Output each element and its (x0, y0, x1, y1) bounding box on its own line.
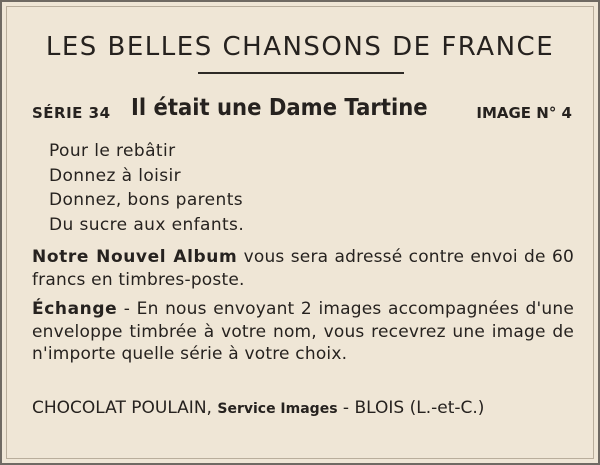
song-title: Il était une Dame Tartine (131, 95, 428, 121)
lyrics-block (49, 139, 244, 237)
title-prefix: LES BELLES (45, 32, 223, 62)
exchange-paragraph (32, 298, 574, 366)
footer-brand: CHOCOLAT POULAIN, (32, 398, 218, 418)
album-lead: Notre Nouvel Album (32, 247, 238, 267)
lyric-line: Donnez à loisir (49, 165, 182, 186)
title-emphasis: CHANSONS (222, 32, 383, 62)
serie-label: SÉRIE 34 (32, 104, 111, 122)
lyric-line: Du sucre aux enfants. (49, 214, 245, 235)
footer-service: Service Images (217, 401, 338, 417)
title-underline (198, 72, 404, 74)
exchange-lead: Échange (32, 299, 118, 319)
footer-city: - BLOIS (L.-et-C.) (337, 398, 485, 418)
title-suffix: DE FRANCE (382, 32, 555, 62)
image-number: IMAGE N° 4 (476, 104, 572, 122)
album-text: vous sera adressé contre envoi de 60 francs en timbres-poste. (32, 247, 574, 290)
exchange-text: - En nous envoyant 2 images accompagnées d'une enveloppe timbrée à votre nom, vous recevrez une image de n'importe quelle série à votre choix. (32, 299, 574, 364)
collection-title (2, 32, 598, 62)
lyric-line: Donnez, bons parents (49, 190, 244, 210)
serie-row (32, 95, 572, 129)
lyric-line: Pour le rebâtir (49, 141, 176, 161)
footer-credit (32, 398, 484, 418)
album-paragraph (32, 246, 574, 291)
